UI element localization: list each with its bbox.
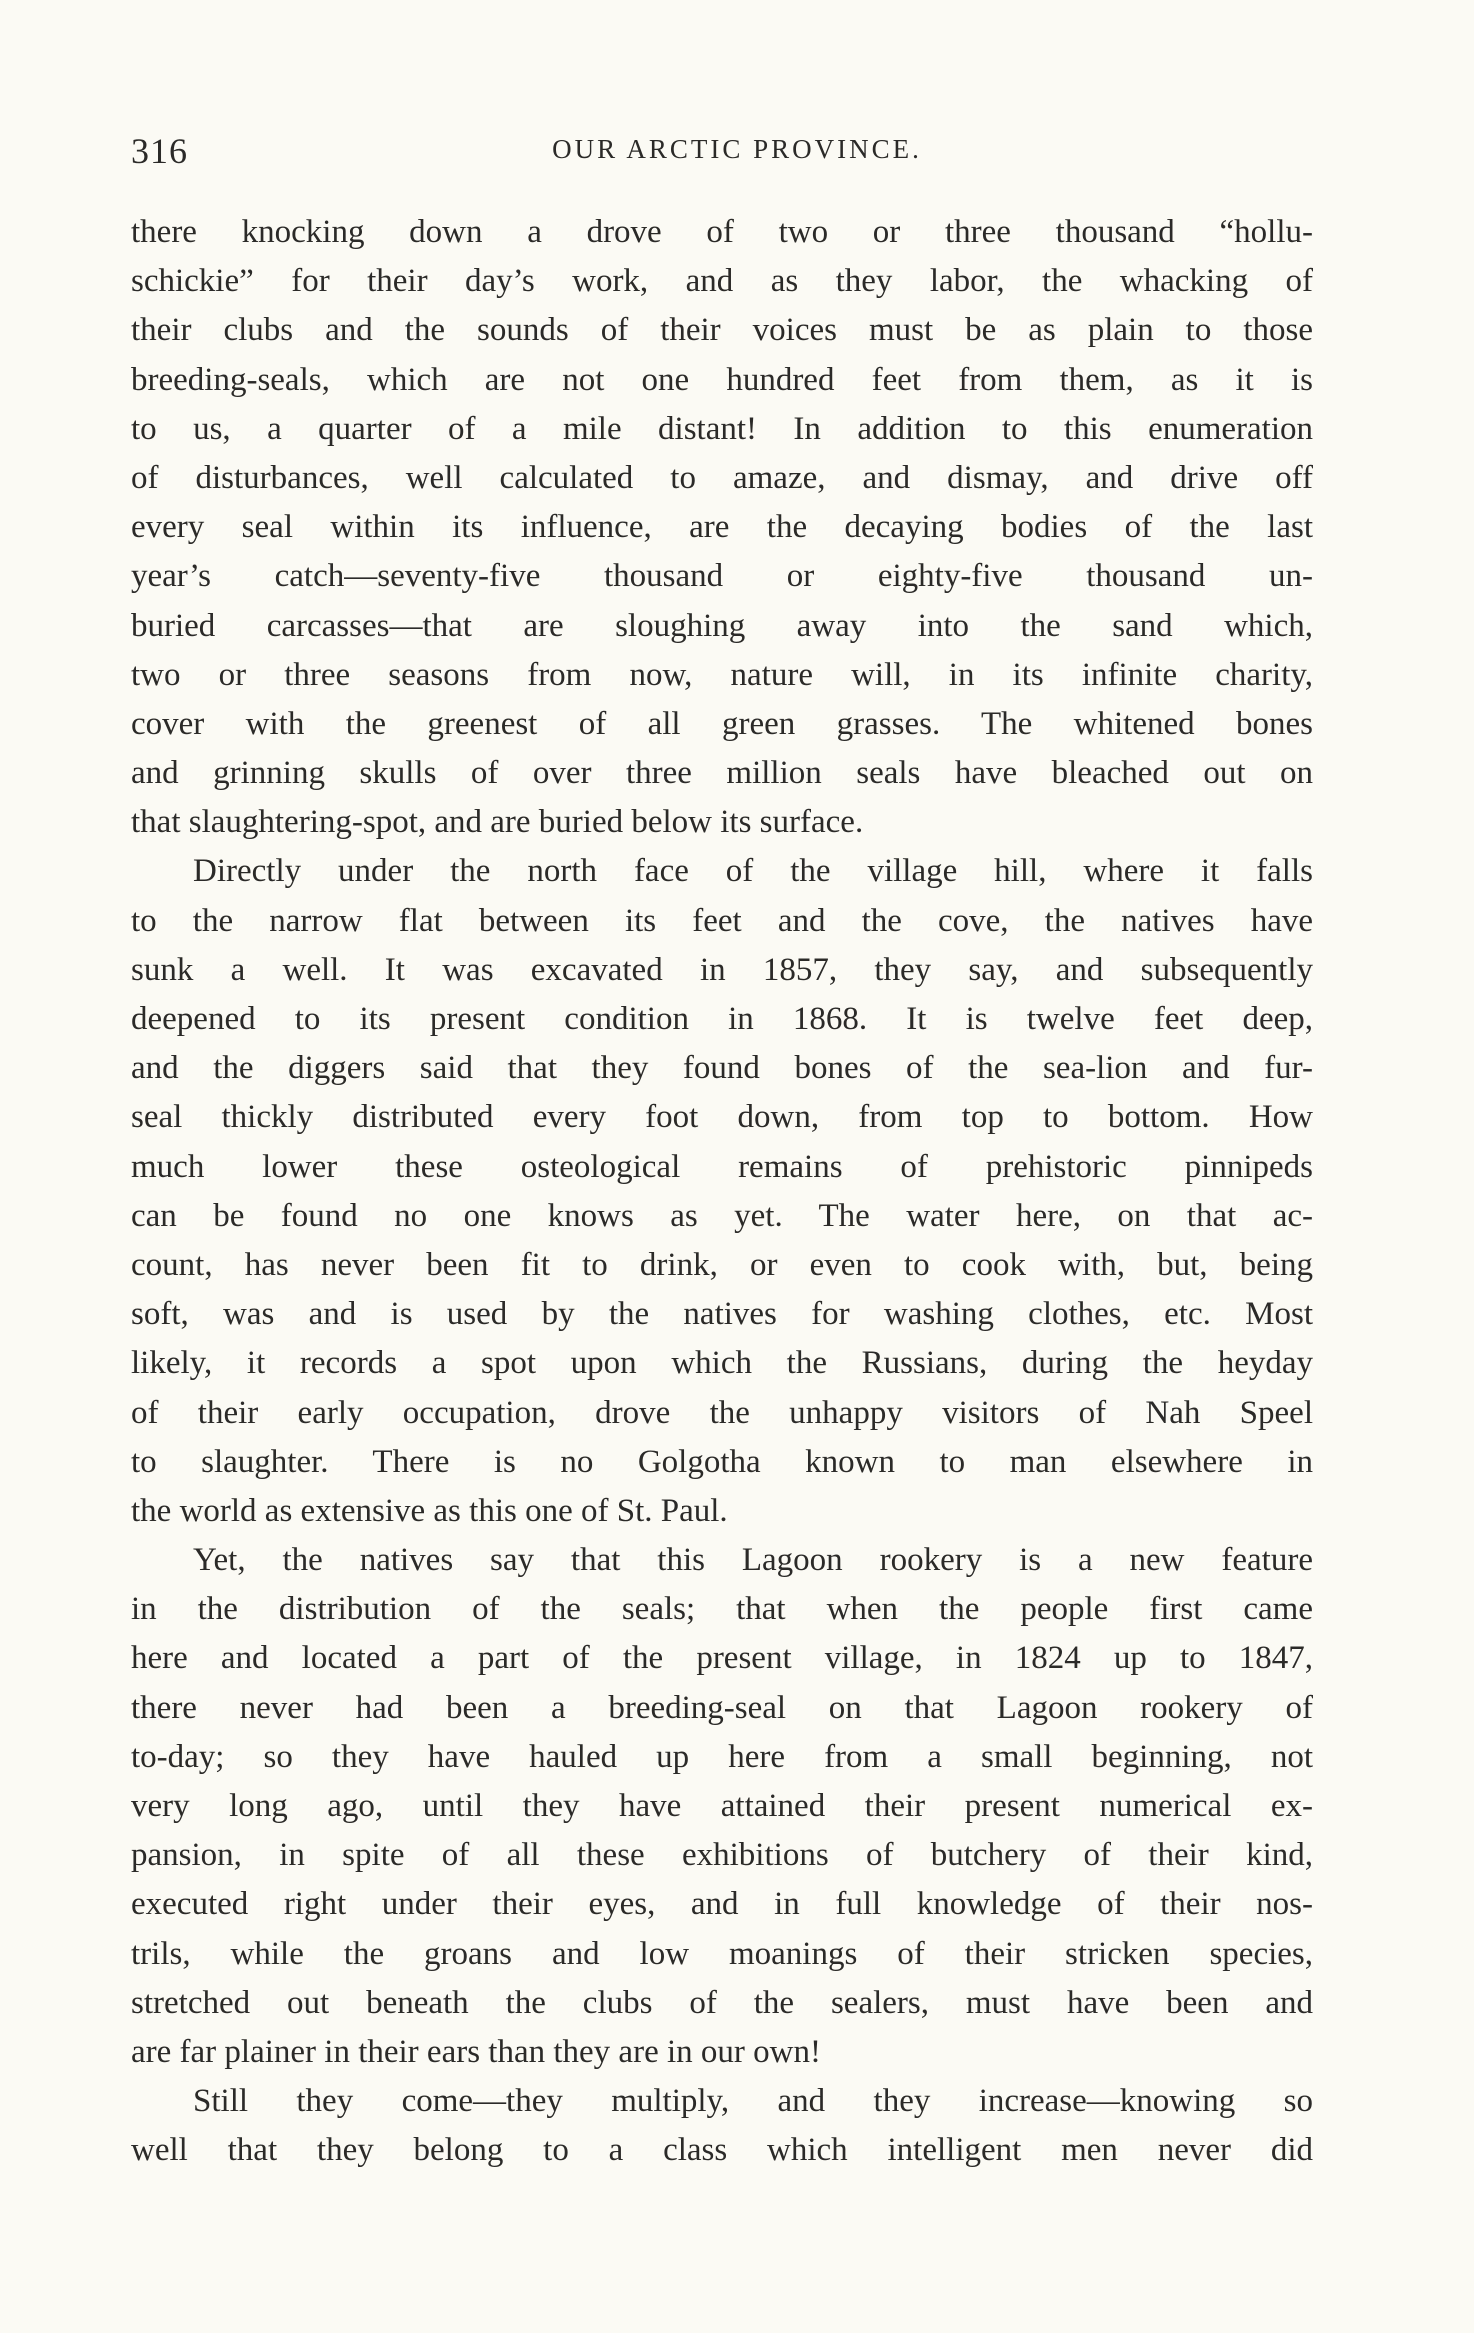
text-line: year’s catch—seventy-five thousand or eighty-five thousand un- (131, 558, 1313, 595)
text-line: and grinning skulls of over three million seals have bleached out on (131, 755, 1313, 792)
text-line: Directly under the north face of the village hill, where it falls (193, 853, 1313, 890)
text-line: executed right under their eyes, and in full knowledge of their nos- (131, 1886, 1313, 1923)
text-line: count, has never been fit to drink, or even to cook with, but, being (131, 1246, 1313, 1283)
text-line: of their early occupation, drove the unhappy visitors of Nah Speel (131, 1394, 1313, 1431)
text-line: there never had been a breeding-seal on that Lagoon rookery of (131, 1689, 1313, 1726)
text-line: well that they belong to a class which intelligent men never did (131, 2132, 1313, 2169)
text-line: to the narrow flat between its feet and the cove, the natives have (131, 902, 1313, 939)
text-line: pansion, in spite of all these exhibitions of butchery of their kind, (131, 1837, 1313, 1874)
text-line: of disturbances, well calculated to amaze, and dismay, and drive off (131, 459, 1313, 496)
text-line: to-day; so they have hauled up here from a small beginning, not (131, 1738, 1313, 1775)
text-line: soft, was and is used by the natives for washing clothes, etc. Most (131, 1296, 1313, 1333)
text-line: schickie” for their day’s work, and as they labor, the whacking of (131, 263, 1313, 300)
text-line: are far plainer in their ears than they are in our own! (131, 2033, 821, 2070)
paragraph (131, 2077, 1313, 2175)
text-line: Yet, the natives say that this Lagoon rookery is a new feature (193, 1542, 1313, 1579)
text-line: cover with the greenest of all green grasses. The whitened bones (131, 705, 1313, 742)
body-text (131, 208, 1313, 2176)
text-line: buried carcasses—that are sloughing away into the sand which, (131, 607, 1313, 644)
text-line: in the distribution of the seals; that when the people first came (131, 1591, 1313, 1628)
text-line: stretched out beneath the clubs of the sealers, must have been and (131, 1984, 1313, 2021)
text-line: much lower these osteological remains of prehistoric pinnipeds (131, 1148, 1313, 1185)
text-line: to us, a quarter of a mile distant! In addition to this enumeration (131, 410, 1313, 447)
text-line: and the diggers said that they found bones of the sea-lion and fur- (131, 1050, 1313, 1087)
text-line: two or three seasons from now, nature will, in its infinite charity, (131, 656, 1313, 693)
text-line: there knocking down a drove of two or three thousand “hollu- (131, 214, 1313, 250)
text-line: likely, it records a spot upon which the Russians, during the heyday (131, 1345, 1313, 1382)
text-line: the world as extensive as this one of St. Paul. (131, 1492, 728, 1529)
text-line: deepened to its present condition in 1868. It is twelve feet deep, (131, 1001, 1313, 1037)
text-line: Still they come—they multiply, and they increase—knowing so (193, 2083, 1313, 2120)
text-line: their clubs and the sounds of their voices must be as plain to those (131, 312, 1313, 349)
text-line: seal thickly distributed every foot down, from top to bottom. How (131, 1099, 1313, 1136)
page-number: 316 (131, 131, 188, 171)
text-line: can be found no one knows as yet. The water here, on that ac- (131, 1197, 1313, 1234)
paragraph (131, 1536, 1313, 2077)
paragraph (131, 208, 1313, 847)
text-line: that slaughtering-spot, and are buried below its surface. (131, 804, 864, 841)
running-title: OUR ARCTIC PROVINCE. (552, 134, 922, 164)
text-line: trils, while the groans and low moanings of their stricken species, (131, 1935, 1313, 1972)
text-line: every seal within its influence, are the decaying bodies of the last (131, 509, 1313, 546)
text-line: sunk a well. It was excavated in 1857, they say, and subsequently (131, 951, 1313, 988)
paragraph (131, 847, 1313, 1536)
text-line: to slaughter. There is no Golgotha known to man elsewhere in (131, 1443, 1313, 1480)
text-line: very long ago, until they have attained their present numerical ex- (131, 1788, 1313, 1824)
text-line: breeding-seals, which are not one hundred feet from them, as it is (131, 361, 1313, 398)
text-line: here and located a part of the present village, in 1824 up to 1847, (131, 1640, 1313, 1677)
